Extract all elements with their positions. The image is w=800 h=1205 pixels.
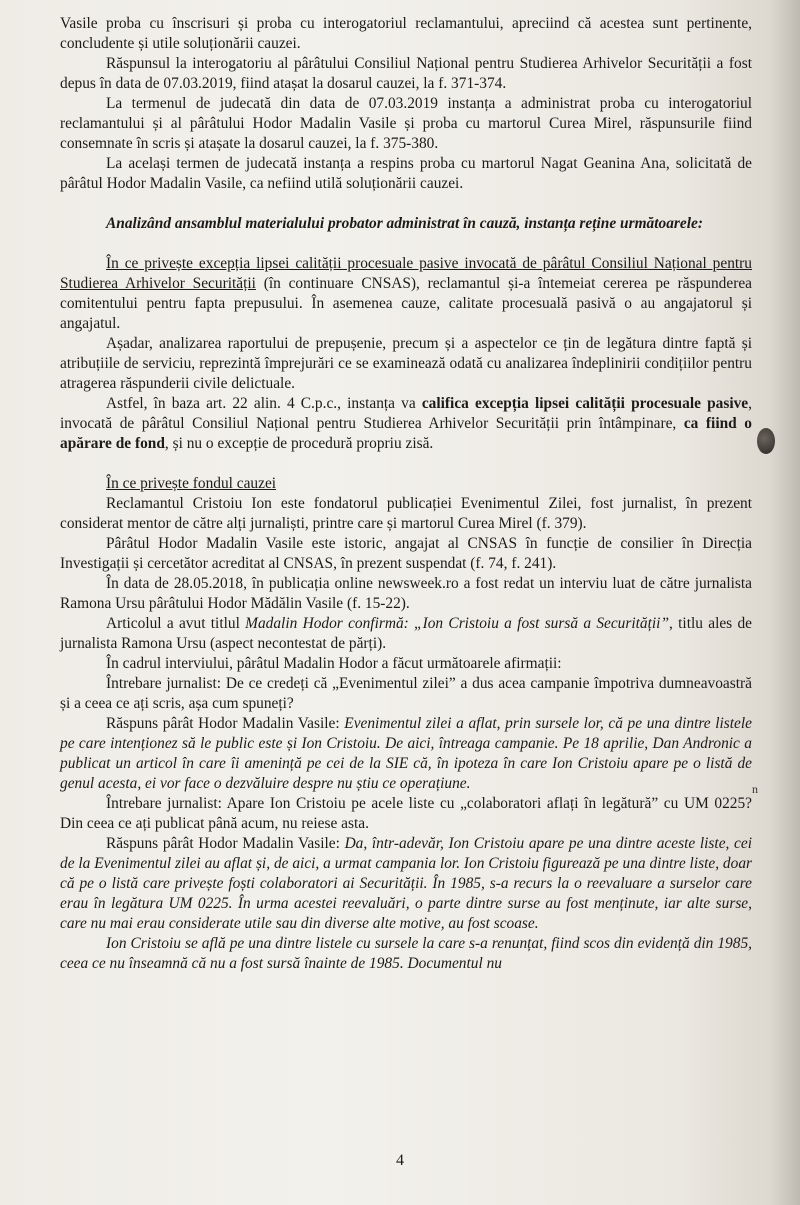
article-title: Madalin Hodor confirmă: „Ion Cristoiu a fost sursă a Securității” — [245, 615, 670, 632]
p14-speaker: Răspuns pârât Hodor Madalin Vasile: — [106, 715, 345, 732]
binder-hole-mark — [757, 428, 775, 454]
paragraph-6: Așadar, analizarea raportului de prepușenie, precum și a aspectelor ce țin de legătura dintre faptă și atribuțiile de serviciu, reprezintă împrejurări ce se examinează odată cu analizarea îndeplinirii condițiilor pentru atragerea răspunderii civile delictuale. — [60, 335, 752, 392]
paragraph-10: În data de 28.05.2018, în publicația online newsweek.ro a fost redat un interviu luat de către jurnalista Ramona Ursu pârâtului Hodor Mădălin Vasile (f. 15-22). — [60, 575, 752, 612]
p11-text-a: Articolul a avut titlul — [106, 615, 246, 632]
section-heading-merits: În ce privește fondul cauzei — [106, 475, 277, 492]
paragraph-12: În cadrul interviului, pârâtul Madalin Hodor a făcut următoarele afirmații: — [106, 655, 562, 672]
paragraph-14 — [60, 714, 752, 794]
paragraph-8: Reclamantul Cristoiu Ion este fondatorul publicației Evenimentul Zilei, fost jurnalist, în prezent considerat mentor de către alți jurnaliști, printre care și martorul Curea Mirel (f. 379). — [60, 495, 752, 532]
p14-answer: Evenimentul zilei a aflat, prin sursele lor, că pe una dintre listele pe care intenționez să le public este și Ion Cristoiu. De aici, întreaga campanie. Pe 18 aprilie, Dan Andronic a publicat un articol în care îi amenință pe cei de la SIE că, în ipoteza în care Ion Cristoiu apare pe o listă de genul acesta, ei vor face o dezvăluire despre nu știu ce operațiune. — [60, 715, 752, 792]
document-body — [60, 14, 752, 974]
paragraph-4: La același termen de judecată instanța a respins proba cu martorul Nagat Geanina Ana, solicitată de pârâtul Hodor Madalin Vasile, ca nefiind utilă soluționării cauzei. — [60, 155, 752, 192]
paragraph-1: Vasile proba cu înscrisuri și proba cu interogatoriul reclamantului, apreciind că acestea sunt pertinente, concludente și utile soluționării cauzei. — [60, 15, 752, 52]
paragraph-17: Ion Cristoiu se află pe una dintre listele cu sursele la care s-a renunțat, fiind scos din evidență din 1985, ceea ce nu înseamnă că nu a fost sursă înainte de 1985. Documentul nu — [60, 935, 752, 972]
paragraph-3: La termenul de judecată din data de 07.03.2019 instanța a administrat proba cu interogatoriul reclamantului și al pârâtului Hodor Madalin Vasile și proba cu martorul Curea Mirel, răspunsurile fiind consemnate în scris și atașate la dosarul cauzei, la f. 375-380. — [60, 95, 752, 152]
p11-text-b: , titlu ales de jurnalista Ramona Ursu (aspect necontestat de părți). — [60, 615, 752, 652]
p7-text-a: Astfel, în baza art. 22 alin. 4 C.p.c., instanța va — [106, 395, 422, 412]
paragraph-9: Pârâtul Hodor Madalin Vasile este istoric, angajat al CNSAS în funcție de consilier în Direcția Investigații și cercetător acreditat al CNSAS, în prezent suspendat (f. 74, f. 241). — [60, 535, 752, 572]
paragraph-exception — [60, 254, 752, 334]
paragraph-15: Întrebare jurnalist: Apare Ion Cristoiu pe acele liste cu „colaboratori aflați în legătură” cu UM 0225? Din ceea ce ați publicat până acum, nu reiese asta. — [60, 795, 752, 832]
p7-text-b: , invocată de pârâtul Consiliul Național pentru Studierea Arhivelor Securității prin întâmpinare, — [60, 395, 752, 432]
paragraph-16 — [60, 834, 752, 934]
page-number: 4 — [396, 1152, 404, 1169]
margin-mark: n — [752, 782, 758, 796]
exception-rest-text: (în continuare CNSAS), reclamantul și-a întemeiat cererea pe răspunderea comitentului pentru fapta prepusului. În asemenea cauze, calitate procesuală pasivă o au angajatorul și angajatul. — [60, 275, 752, 332]
page-edge-shadow — [770, 0, 800, 1205]
section-heading-analysis: Analizând ansamblul materialului probator administrat în cauză, instanța reține următoarele: — [106, 215, 703, 232]
paragraph-2: Răspunsul la interogatoriu al pârâtului Consiliul Național pentru Studierea Arhivelor Securității a fost depus în data de 07.03.2019, fiind atașat la dosarul cauzei, la f. 371-374. — [60, 55, 752, 92]
paragraph-13: Întrebare jurnalist: De ce credeți că „Evenimentul zilei” a dus acea campanie împotriva dumneavoastră și a ceea ce ați scris, așa cum spuneți? — [60, 675, 752, 712]
paragraph-11 — [60, 614, 752, 654]
p7-bold-1: califica excepția lipsei calității procesuale pasive — [421, 395, 749, 412]
exception-underlined-text: În ce privește excepția lipsei calității procesuale pasive invocată de pârâtul Consiliul Național pentru Studierea Arhivelor Securității — [60, 255, 752, 292]
p7-bold-2: ca fiind o apărare de fond — [60, 415, 752, 452]
p16-speaker: Răspuns pârât Hodor Madalin Vasile: — [106, 835, 345, 852]
p16-answer: Da, într-adevăr, Ion Cristoiu apare pe una dintre aceste liste, cei de la Evenimentul zilei au aflat și, de aici, a urmat campania lor. Ion Cristoiu figurează pe una dintre liste, doar că pe o listă care privește foști colaboratori ai Securității. În 1985, s-a recurs la o reevaluare a surselor care erau în legătura UM 0225. În urma acestei reevaluări, o parte dintre surse au fost menținute, iar alte surse, care nu mai erau considerate utile sau din diverse alte motive, au fost scoase. — [60, 835, 752, 932]
p7-text-c: , și nu o excepție de procedură propriu zisă. — [164, 435, 434, 452]
paragraph-7 — [60, 394, 752, 454]
